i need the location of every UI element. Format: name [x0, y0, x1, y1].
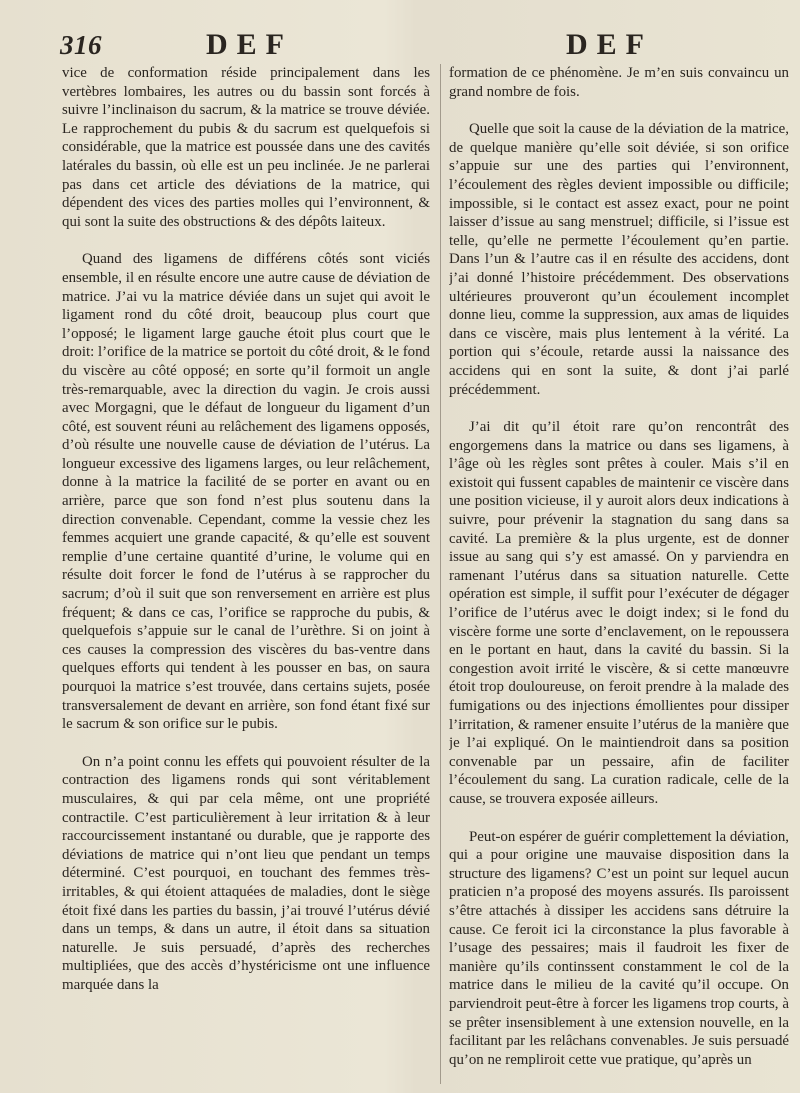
- running-head-left: DEF: [206, 28, 293, 61]
- paragraph: formation de ce phénomène. Je m’en suis convaincu un grand nombre de fois.: [449, 65, 789, 100]
- paragraph: On n’a point connu les effets qui pouvoient résulter de la contraction des ligamens ronds qui sont véritablement musculaires, & qui par cela même, ont une propriété contractile. C’est particulièrement à leur irritation & à leur raccourcissement instantané ou durable, que je rapporte des déviations de matrice qui n’ont lieu que pendant un temps déterminé. C’est pourquoi, en touchant des femmes très-irritables, & qui étoient attaquées de maladies, dont le siège étoit fixé dans les parties du bassin, j’ai trouvé l’utérus dévié dans un temps, & dans un autre, il étoit dans sa situation naturelle. Je suis persuadé, d’après des recherches multipliées, que des accès d’hystéricisme ont une influence marquée dans la: [62, 753, 430, 993]
- left-column: [62, 64, 430, 1086]
- column-divider: [440, 64, 441, 1084]
- paragraph: Peut-on espérer de guérir complettement la déviation, qui a pour origine une mauvaise disposition dans la structure des ligamens? C’est un point sur lequel aucun praticien n’a proposé des moyens assurés. Ils paroissent s’être attachés à dissiper les accidens sans détruire la cause. Ce feroit ici la circonstance la plus favorable à l’usage des pessaires; mais il faudroit les fixer de manière qu’ils continssent constamment le col de la matrice dans le milieu de la cavité qu’il occupe. On parviendroit peut-être à forcer les ligamens trop courts, à se prêter insensiblement à une extension nouvelle, en la facilitant par les relâchans convenables. Je suis persuadé qu’on ne rempliroit cette vue pratique, qu’après un: [449, 828, 789, 1068]
- paragraph: vice de conformation réside principalement dans les vertèbres lombaires, les autres ou du bassin sont forcés à suivre l’inclinaison du sacrum, & la matrice se trouve déviée. Le rapprochement du pubis & du sacrum est quelquefois si considérable, que la matrice est poussée dans une des cavités latérales du bassin, où elle est un peu inclinée. Je ne parlerai pas dans cet article des déviations de la matrice, qui dépendent des vices des parties molles qui l’environnent, & qui sont la suite des obstructions & des dépôts laiteux.: [62, 65, 430, 230]
- page-number: 316: [60, 30, 102, 60]
- paragraph: Quand des ligamens de différens côtés sont viciés ensemble, il en résulte encore une autre cause de déviation de matrice. J’ai vu la matrice déviée dans un sujet qui avoit le ligament rond du côté droit, beaucoup plus court que l’opposé; le ligament large gauche étoit plus court que le droit: l’orifice de la matrice se portoit du côté droit, & le fond du viscère au côté opposé; en sorte qu’il formoit un angle très-remarquable, avec la direction du vagin. Je crois aussi avec Morgagni, que le défaut de longueur du ligament d’un côté, est souvent réuni au relâchement des ligamens opposés, d’où résulte une nouvelle cause de déviation de l’utérus. La longueur excessive des ligamens larges, ou leur relâchement, donne à la matrice la facilité de se porter en avant ou en arrière, parce que son fond n’est plus soutenu dans la direction convenable. Cependant, comme la vessie chez les femmes acquiert une grande capacité, & qu’elle est souvent remplie d’une certaine quantité d’urine, le volume qui en résulte doit forcer le fond de l’utérus à se rapprocher du sacrum; d’où il suit que son renversement en arrière est plus fréquent; & dans ce cas, l’orifice se rapproche du pubis, & quelquefois s’appuie sur le canal de l’urèthre. Si on joint à ces causes la compression des viscères du bas-ventre dans quelques efforts qui tendent à les pousser en bas, on saura pourquoi la matrice s’est trouvée, dans certains sujets, posée transversalement de devant en arrière, son fond étant fixé sur le sacrum & son orifice sur le pubis.: [62, 251, 430, 733]
- page-header: [0, 28, 800, 68]
- running-head-right: DEF: [566, 28, 653, 61]
- paragraph: Quelle que soit la cause de la déviation de la matrice, de quelque manière qu’elle soit déviée, si son orifice s’appuie sur une des parties qui l’environnent, l’écoulement des règles devient impossible ou difficile; impossible, si le contact est assez exact, pour ne point laisser d’issue au sang menstruel; difficile, si l’issue est telle, qu’elle ne permette l’écoulement qu’en partie. Dans l’un & l’autre cas il en résulte des accidens, dont j’ai donné l’histoire précédemment. Des observations ultérieures prouveront qu’un écoulement incomplet donne lieu, comme la suppression, aux amas de liquides dans ce viscère, mais plus lentement à la vérité. La portion qui s’écoule, retarde aussi la naissance des accidens qui en sont la suite, & dont j’ai parlé précédemment.: [449, 121, 789, 398]
- paragraph: J’ai dit qu’il étoit rare qu’on rencontrât des engorgemens dans la matrice ou dans ses ligamens, à l’âge où les règles sont prêtes à couler. Mais s’il en existoit qui fussent capables de maintenir ce viscère dans une position vicieuse, il y auroit alors deux indications à suivre, pour prévenir la stagnation du sang dans sa cavité. La première & la plus urgente, est de donner issue au sang qui s’y est amassé. On y parviendra en ramenant l’utérus dans sa situation naturelle. Cette opération est simple, il suffit pour l’exécuter de dégager l’orifice de l’utérus avec le doigt index; si le fond du viscère forme une sorte d’enclavement, on le repoussera en le portant en haut, dans la cavité du bassin. Si la congestion avoit irrité le viscère, & si cette manœuvre étoit trop douloureuse, on feroit prendre à la malade des fumigations ou des injections émollientes pour dissiper l’irritation, & ramener ensuite l’utérus de la manière que je l’ai expliqué. On le maintiendroit dans sa position convenable par un pessaire, afin de faciliter l’écoulement du sang. La curation radicale, celle de la cause, se trouvera exposée ailleurs.: [449, 419, 789, 807]
- right-column: [449, 64, 789, 1086]
